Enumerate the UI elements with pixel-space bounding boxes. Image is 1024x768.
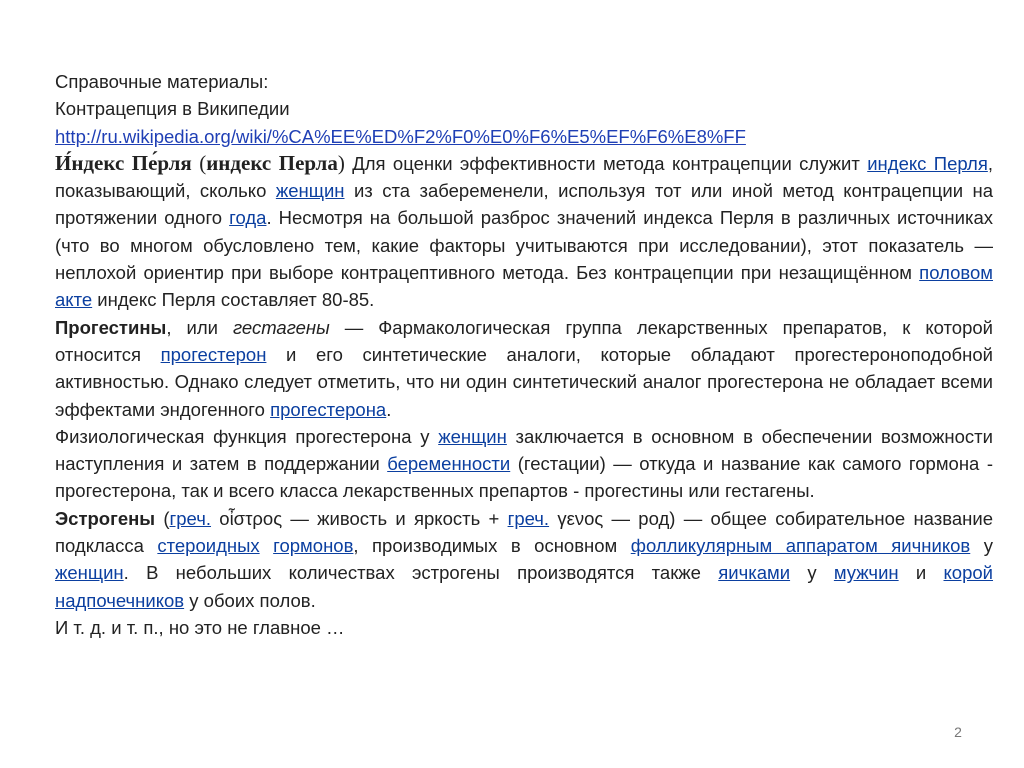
link-sexual-intercourse[interactable]: половом акте: [55, 262, 993, 311]
estrogens-text-6: у: [970, 535, 994, 557]
link-testes[interactable]: яичками: [718, 562, 791, 584]
progestins-italic: гестагены: [232, 316, 330, 338]
page-number: 2: [954, 724, 962, 740]
pearl-text-5: индекс Перля составляет 80-85.: [92, 289, 375, 311]
pearl-paren-open: (: [191, 150, 207, 175]
link-follicular-apparatus[interactable]: фолликулярным аппаратом яичников: [630, 535, 971, 557]
estrogens-text-4: [260, 535, 274, 556]
link-men[interactable]: мужчин: [833, 562, 899, 584]
progestins-text-4: .: [386, 398, 392, 420]
pearl-text-2: , показывающий, сколько: [55, 152, 993, 202]
wikipedia-caption: Контрацепция в Википедии: [55, 98, 290, 120]
estrogens-text-8: у: [790, 562, 834, 584]
link-adrenal-cortex[interactable]: корой надпочечников: [55, 562, 994, 611]
pearl-text-4: . Несмотря на большой разброс значений индекса Перля в различных источниках (что во многом обусловлено тем, какие факторы учитываются при исследовании), этот показатель — неплохой ориентир при выборе контрацептивного метода. Без контрацепции при незащищённом: [55, 207, 993, 284]
link-progesterone[interactable]: прогестерон: [160, 343, 267, 365]
link-progesterone-2[interactable]: прогестерона: [270, 398, 387, 420]
link-hormones[interactable]: гормонов: [273, 535, 354, 557]
physiology-paragraph: [55, 423, 993, 505]
estrogens-text-3: γενος — род) — общее собирательное название подкласса: [55, 507, 993, 557]
estrogens-text-9: и: [898, 562, 944, 584]
estrogens-text-5: , производимых в основном: [353, 535, 631, 557]
progestins-paragraph: [55, 314, 993, 423]
link-pearl-index[interactable]: индекс Перля: [867, 152, 988, 174]
estrogens-text-7: . В небольших количествах эстрогены производятся также: [123, 562, 719, 584]
progestins-text-3: и его синтетические аналоги, которые обладают прогестероноподобной активностью. Однако следует отметить, что ни один синтетический аналог прогестерона не обладает всеми эффектами эндогенного: [55, 343, 993, 420]
link-greek-1[interactable]: греч.: [169, 507, 212, 529]
pearl-index-paragraph: [55, 150, 993, 314]
link-steroid[interactable]: стероидных: [157, 535, 260, 557]
pearl-paren-close: ): [337, 150, 345, 175]
pearl-index-title: И́ндекс Пе́рля: [55, 150, 192, 175]
link-women[interactable]: женщин: [275, 180, 345, 202]
pearl-text-3: из ста забеременели, используя тот или иной метод контрацепции на протяжении одного: [55, 180, 993, 229]
link-greek-2[interactable]: греч.: [507, 507, 550, 529]
progestins-text-2: — Фармакологическая группа лекарственных препаратов, к которой относится: [55, 316, 993, 365]
wikipedia-url-line: [55, 123, 993, 150]
estrogens-text-1: (: [155, 507, 170, 529]
slide-body: [55, 68, 993, 641]
estrogens-text-2: οἶστρος — живость и яркость +: [211, 507, 508, 529]
progestins-text-1: , или: [166, 316, 233, 338]
reference-heading: Справочные материалы:: [55, 71, 269, 92]
physiology-text-2: заключается в основном в обеспечении возможности наступления и затем в поддержании: [55, 425, 993, 475]
closing-line: И т. д. и т. п., но это не главное …: [55, 616, 345, 638]
estrogens-paragraph: [55, 505, 993, 614]
wikipedia-url-link[interactable]: http://ru.wikipedia.org/wiki/%CA%EE%ED%F2%F0%E0%F6%E5%EF%F6%E8%FF: [55, 125, 746, 147]
estrogens-text-10: у обоих полов.: [184, 589, 316, 611]
pearl-text-1: Для оценки эффективности метода контрацепции служит: [344, 152, 868, 174]
link-year[interactable]: года: [229, 207, 267, 229]
estrogens-title: Эстрогены: [55, 507, 156, 529]
link-women-3[interactable]: женщин: [55, 562, 124, 584]
progestins-title: Прогестины: [55, 316, 167, 338]
link-women-2[interactable]: женщин: [438, 425, 507, 447]
physiology-text-3: (гестации) — откуда и название как самого гормона - прогестерона, так и всего класса лекарственных препартов - прогестины или гестагены.: [55, 453, 993, 502]
pearl-paren-term: индекс Перла: [206, 150, 338, 175]
link-pregnancy[interactable]: беременности: [387, 453, 511, 475]
physiology-text-1: Физиологическая функция прогестерона у: [55, 425, 439, 447]
